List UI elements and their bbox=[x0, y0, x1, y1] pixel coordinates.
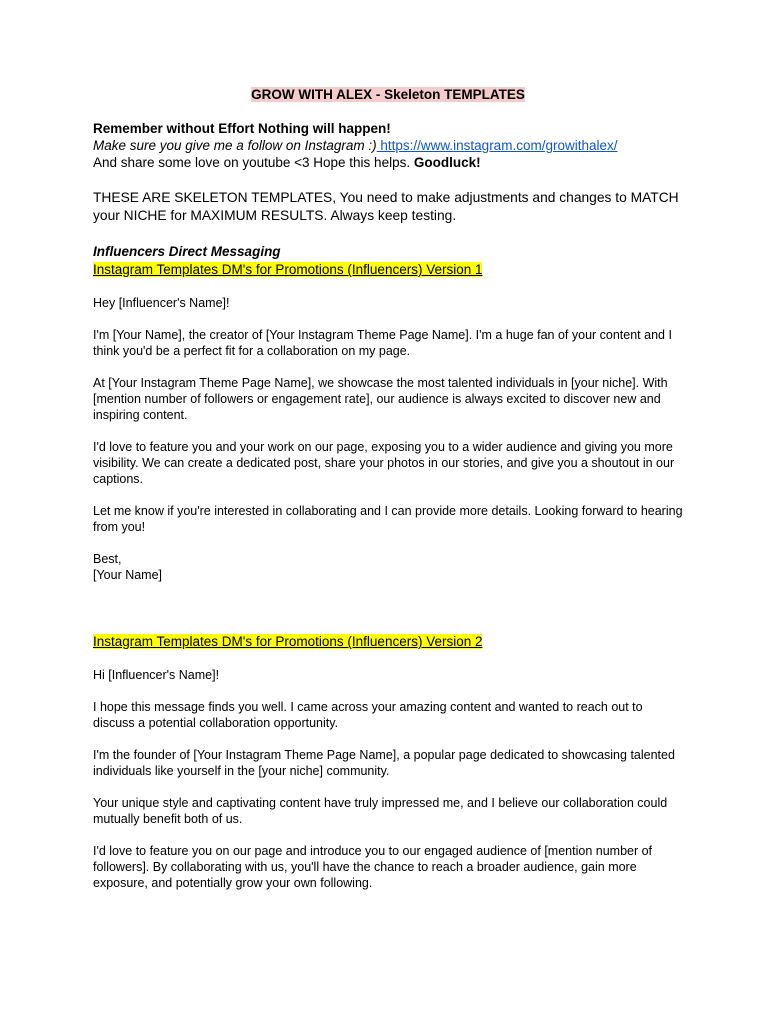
intro-line-follow bbox=[93, 137, 683, 154]
v2-paragraph: Your unique style and captivating content have truly impressed me, and I believe our collaboration could mutually benefit both of us. bbox=[93, 796, 668, 826]
version1-heading bbox=[93, 261, 683, 279]
instagram-link[interactable]: https://www.instagram.com/growithalex/ bbox=[376, 138, 618, 153]
version1-heading-text: Instagram Templates DM's for Promotions (Influencers) Version 1 bbox=[93, 262, 483, 277]
intro-line-effort: Remember without Effort Nothing will happen! bbox=[93, 121, 391, 136]
section-title-influencers: Influencers Direct Messaging bbox=[93, 244, 281, 259]
v1-paragraph: Let me know if you're interested in collaborating and I can provide more details. Looking forward to hearing from you! bbox=[93, 504, 683, 534]
v2-paragraph: I'd love to feature you on our page and introduce you to our engaged audience of [mention number of followers]. By collaborating with us, you'll have the chance to reach a broader audience, gain more exposure, and potentially grow your own following. bbox=[93, 844, 653, 890]
follow-text: Make sure you give me a follow on Instagram :) bbox=[93, 138, 377, 153]
skeleton-notice: THESE ARE SKELETON TEMPLATES, You need to make adjustments and changes to MATCH your NICHE for MAXIMUM RESULTS. Always keep testing. bbox=[93, 190, 679, 223]
v1-paragraph: I'd love to feature you and your work on our page, exposing you to a wider audience and giving you more visibility. We can create a dedicated post, share your photos in our stories, and give you a shoutout in our captions. bbox=[93, 440, 675, 486]
document-title-text: GROW WITH ALEX - Skeleton TEMPLATES bbox=[251, 87, 525, 102]
document-title bbox=[93, 86, 683, 104]
intro-block bbox=[93, 120, 683, 171]
v1-paragraph: At [Your Instagram Theme Page Name], we showcase the most talented individuals in [your niche]. With [mention number of followers or engagement rate], our audience is always excited to discover new and inspiring content. bbox=[93, 376, 668, 422]
v1-signature: [Your Name] bbox=[93, 568, 163, 582]
v1-paragraph: Hey [Influencer's Name]! bbox=[93, 296, 230, 310]
document-page bbox=[93, 86, 683, 891]
v2-paragraph: Hi [Influencer's Name]! bbox=[93, 668, 220, 682]
v1-paragraph: I'm [Your Name], the creator of [Your Instagram Theme Page Name]. I'm a huge fan of your content and I think you'd be a perfect fit for a collaboration on my page. bbox=[93, 328, 672, 358]
version2-template bbox=[93, 667, 683, 891]
version2-heading-text: Instagram Templates DM's for Promotions (Influencers) Version 2 bbox=[93, 634, 483, 649]
youtube-text: And share some love on youtube <3 Hope this helps. bbox=[93, 155, 414, 170]
v2-paragraph: I'm the founder of [Your Instagram Theme Page Name], a popular page dedicated to showcasing talented individuals like yourself in the [your niche] community. bbox=[93, 748, 675, 778]
goodluck-text: Goodluck! bbox=[413, 155, 481, 170]
intro-line-youtube bbox=[93, 154, 683, 171]
v1-signoff: Best, bbox=[93, 552, 122, 566]
version2-heading bbox=[93, 633, 683, 651]
version1-template bbox=[93, 295, 683, 583]
v2-paragraph: I hope this message finds you well. I came across your amazing content and wanted to reach out to discuss a potential collaboration opportunity. bbox=[93, 700, 643, 730]
